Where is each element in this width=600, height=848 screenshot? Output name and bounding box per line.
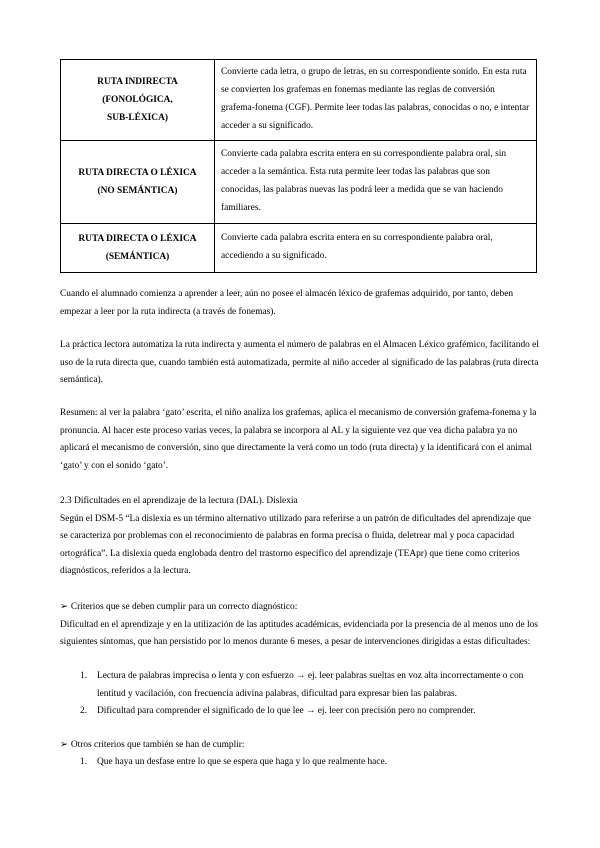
route-name-line: (FONOLÓGICA, (102, 95, 173, 105)
route-name-cell (61, 141, 215, 224)
list-item (60, 668, 540, 703)
paragraph-beginning-readers: Cuando el alumnado comienza a aprender a leer, aún no posee el almacén léxico de grafemas adquirido, por tanto, deben empezar a leer por la ruta indirecta (a través de fonemas). (60, 289, 514, 317)
symptoms-list (60, 668, 540, 721)
list-item-number: 1. (80, 671, 88, 681)
list-item (60, 754, 540, 772)
other-criteria-heading-text: Otros criterios que también se han de cumplir: (70, 740, 245, 750)
table-row (61, 224, 537, 273)
criteria-heading-text: Criterios que se deben cumplir para un correcto diagnóstico: (70, 602, 298, 612)
route-name-cell (61, 224, 215, 273)
reading-routes-table (60, 59, 537, 273)
list-item-text: Lectura de palabras imprecisa o lenta y con esfuerzo → ej. leer palabras sueltas en voz alta incorrectamente o con lentitud y vacilación, con frecuencia adivina palabras, dificultad para expresar bien las palabras. (97, 671, 524, 699)
arrow-bullet-icon: ➢ (60, 602, 68, 612)
list-item-number: 2. (80, 706, 88, 716)
route-description-cell: Convierte cada letra, o grupo de letras, en su correspondiente sonido. En esta ruta se convierten los grafemas en fonemas mediante las reglas de conversión grafema-fonema (CGF). Permite leer todas las palabras, conocidas o no, e intentar acceder a su significado. (215, 60, 537, 141)
other-criteria-heading (60, 737, 540, 755)
paragraph-dsm5-definition: Según el DSM-5 “La dislexia es un término alternativo utilizado para referirse a un patrón de dificultades del aprendizaje que se caracteriza por problemas con el reconocimiento de palabras en forma precisa o fluida, deletrear mal y poca capacidad ortográfica”. La dislexia queda englobada dentro del trastorno específico del aprendizaje (TEApr) que tiene como criterios diagnósticos, referidos a la lectura. (60, 513, 531, 577)
route-name-line: RUTA DIRECTA O LÉXICA (78, 168, 197, 178)
route-name-cell (61, 60, 215, 141)
route-name-line: RUTA INDIRECTA (97, 77, 178, 87)
list-item-number: 1. (80, 757, 88, 767)
dyslexia-section (60, 493, 540, 581)
list-item-text: Dificultad para comprender el significado de lo que lee → ej. leer con precisión pero no comprender. (97, 706, 476, 716)
paragraph-reading-practice: La práctica lectora automatiza la ruta indirecta y aumenta el número de palabras en el Almacen Léxico grafémico, facilitando el uso de la ruta directa que, cuando también está automatizada, permite al niño acceder al significado de las palabras (ruta directa semántica). (60, 340, 539, 385)
criteria-section (60, 599, 540, 652)
paragraph-criteria-intro: Dificultad en el aprendizaje y en la utilización de las aptitudes académicas, evidenciada por la presencia de al menos uno de los siguientes síntomas, que han persistido por lo menos durante 6 meses, a pesar de intervenciones dirigidas a estas dificultades: (60, 619, 538, 648)
table-row (61, 141, 537, 224)
paragraph-summary: Resumen: al ver la palabra ‘gato’ escrita, el niño analiza los grafemas, aplica el mecanismo de conversión grafema-fonema y la pronuncia. Al hacer este proceso varias veces, la palabra se incorpora al AL y la siguiente vez que vea dicha palabra ya no aplicará el mecanismo de conversión, sino que directamente la verá como un todo (ruta directa) y la identificará con el animal ‘gato’ y con el sonido ‘gato’. (60, 408, 537, 471)
arrow-bullet-icon: ➢ (60, 740, 68, 750)
other-criteria-list (60, 754, 540, 772)
route-name-line: (SEMÁNTICA) (105, 252, 170, 262)
route-description-cell: Convierte cada palabra escrita entera en su correspondiente palabra oral, sin acceder a la semántica. Esta ruta permite leer todas las palabras que son conocidas, las palabras nuevas las podrá leer a medida que se van haciendo familiares. (215, 141, 537, 224)
route-name-line: RUTA DIRECTA O LÉXICA (78, 234, 197, 244)
list-item-text: Que haya un desfase entre lo que se espera que haga y lo que realmente hace. (97, 757, 387, 767)
route-name-line: SUB-LÉXICA) (107, 113, 168, 123)
criteria-heading (60, 599, 540, 617)
list-item (60, 703, 540, 721)
table-row (61, 60, 537, 141)
route-description-cell: Convierte cada palabra escrita entera en su correspondiente palabra oral, accediendo a su significado. (215, 224, 537, 273)
section-heading: 2.3 Dificultades en el aprendizaje de la lectura (DAL). Dislexia (60, 496, 298, 506)
route-name-line: (NO SEMÁNTICA) (97, 186, 178, 196)
